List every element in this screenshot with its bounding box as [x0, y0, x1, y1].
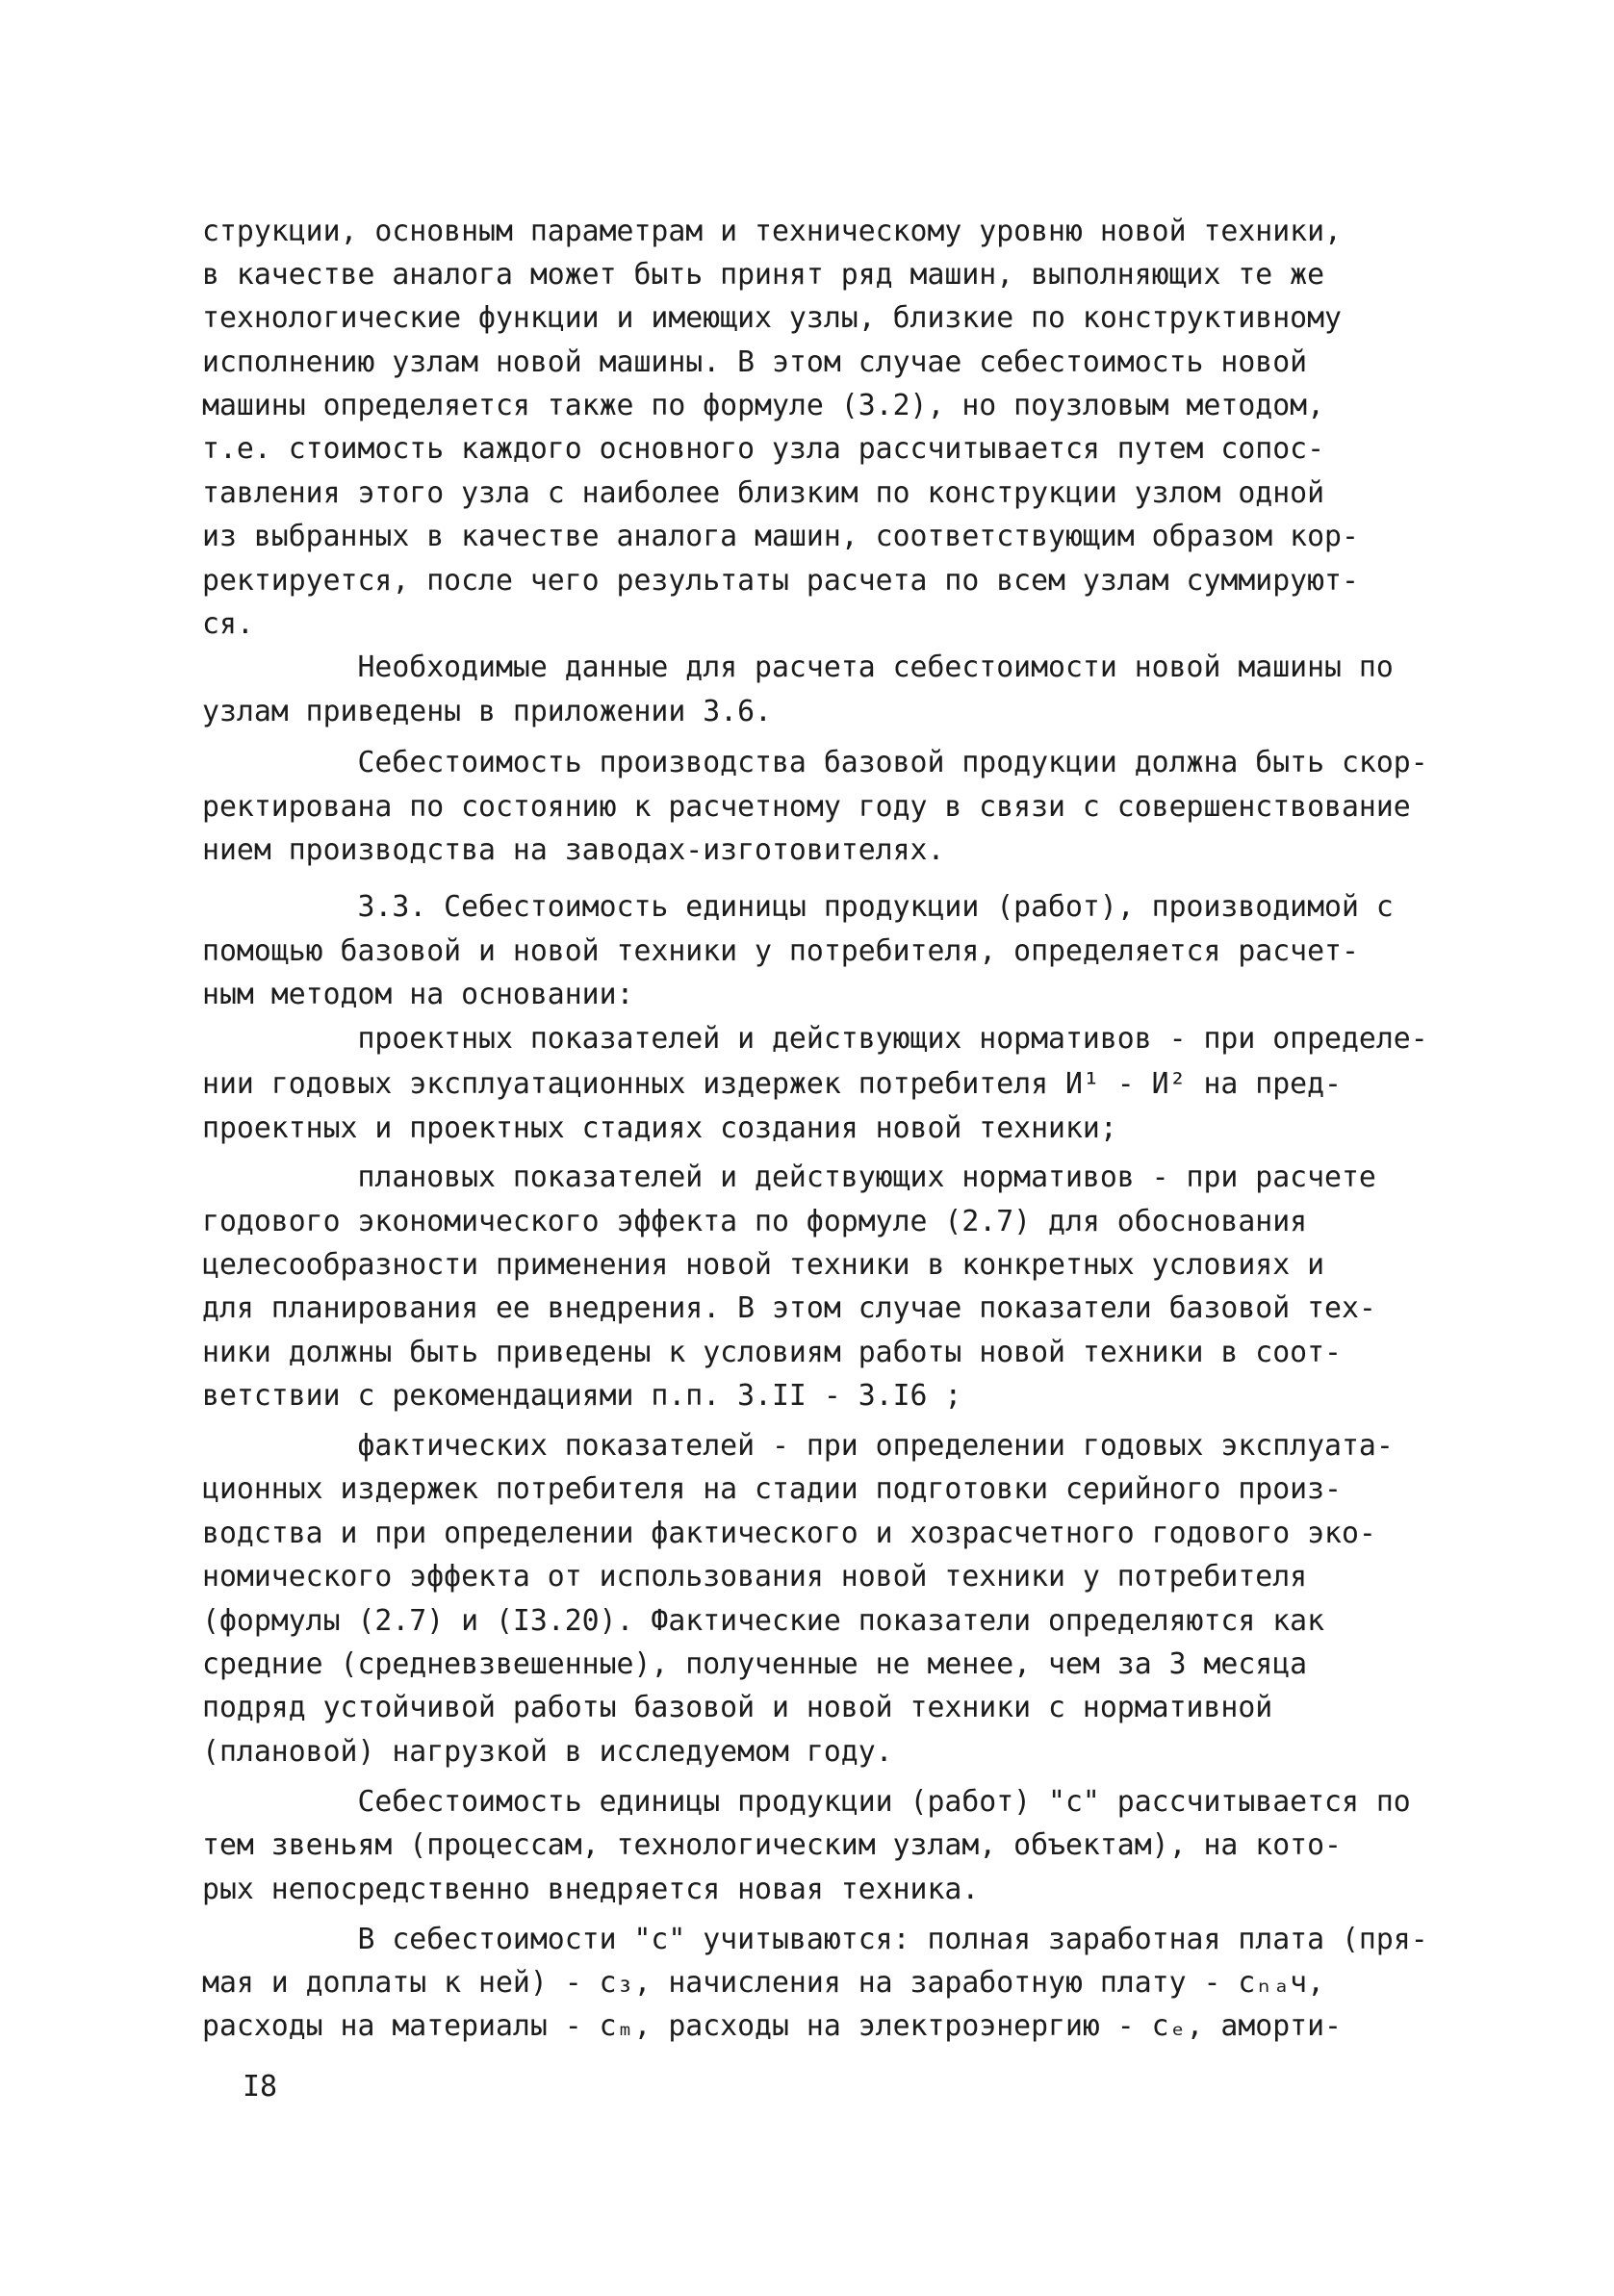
text-line: проектных и проектных стадиях создания новой техники; [202, 1111, 1117, 1145]
text-line: узлам приведены в приложении 3.6. [202, 695, 772, 728]
text-line: исполнению узлам новой машины. В этом случае себестоимость новой [202, 345, 1308, 379]
text-line: нии годовых эксплуатационных издержек потребителя И¹ - И² на пред- [202, 1067, 1342, 1101]
text-line: плановых показателей и действующих нормативов - при расчете [202, 1161, 1376, 1194]
text-line: ректируется, после чего результаты расчета по всем узлам суммируют- [202, 564, 1359, 598]
text-line: ся. [202, 607, 254, 641]
text-line: ционных издержек потребителя на стадии подготовки серийного произ- [202, 1472, 1342, 1506]
text-line: нием производства на заводах-изготовителях. [202, 833, 945, 867]
text-line: струкции, основным параметрам и техническому уровню новой техники, [202, 215, 1342, 248]
text-line: (плановой) нагрузкой в исследуемом году. [202, 1735, 893, 1769]
text-line: ректирована по состоянию к расчетному году в связи с совершенствование [202, 790, 1411, 824]
text-line: рых непосредственно внедряется новая техника. [202, 1873, 980, 1906]
text-line: целесообразности применения новой техники в конкретных условиях и [202, 1248, 1325, 1282]
text-line: в качестве аналога может быть принят ряд машин, выполняющих те же [202, 258, 1325, 292]
text-line: (формулы (2.7) и (I3.20). Фактические показатели определяются как [202, 1604, 1325, 1638]
text-line: годового экономического эффекта по формуле (2.7) для обоснования [202, 1205, 1308, 1238]
text-line: ветствии с рекомендациями п.п. 3.II - 3.I6 ; [202, 1379, 962, 1413]
text-line: проектных показателей и действующих нормативов - при определе- [202, 1022, 1428, 1056]
text-line: тем звеньям (процессам, технологическим узлам, объектам), на кото- [202, 1828, 1342, 1862]
text-line: помощью базовой и новой техники у потребителя, определяется расчет- [202, 934, 1359, 968]
text-line: тавления этого узла с наиболее близким по конструкции узлом одной [202, 476, 1325, 510]
text-line: Себестоимость производства базовой продукции должна быть скор- [202, 746, 1428, 779]
text-line: 3.3. Себестоимость единицы продукции (работ), производимой с [202, 890, 1394, 924]
text-line: ники должны быть приведены к условиям работы новой техники в соот- [202, 1336, 1342, 1369]
text-line: подряд устойчивой работы базовой и новой техники с нормативной [202, 1691, 1273, 1724]
text-line: машины определяется также по формуле (3.2), но поузловым методом, [202, 389, 1325, 422]
text-line: Себестоимость единицы продукции (работ) "с" рассчитывается по [202, 1785, 1411, 1819]
text-line: номического эффекта от использования новой техники у потребителя [202, 1560, 1308, 1594]
text-line: из выбранных в качестве аналога машин, соответствующим образом кор- [202, 520, 1359, 553]
text-line: водства и при определении фактического и хозрасчетного годового эко- [202, 1517, 1376, 1550]
text-line: для планирования ее внедрения. В этом случае показатели базовой тех- [202, 1291, 1376, 1325]
text-line: мая и доплаты к ней) - с₃, начисления на заработную плату - сₙₐч, [202, 1966, 1325, 2000]
text-line: технологические функции и имеющих узлы, близкие по конструктивному [202, 301, 1342, 335]
text-line: Необходимые данные для расчета себестоимости новой машины по [202, 651, 1394, 684]
page-number: I8 [243, 2070, 278, 2104]
text-line: средние (средневзвешенные), полученные не менее, чем за 3 месяца [202, 1647, 1308, 1681]
text-line: т.е. стоимость каждого основного узла рассчитывается путем сопос- [202, 432, 1325, 466]
text-line: фактических показателей - при определении годовых эксплуата- [202, 1429, 1394, 1463]
text-line: ным методом на основании: [202, 978, 634, 1011]
text-line: В себестоимости "с" учитываются: полная заработная плата (пря- [202, 1923, 1428, 1956]
text-line: расходы на материалы - сₘ, расходы на электроэнергию - сₑ, аморти- [202, 2009, 1342, 2043]
